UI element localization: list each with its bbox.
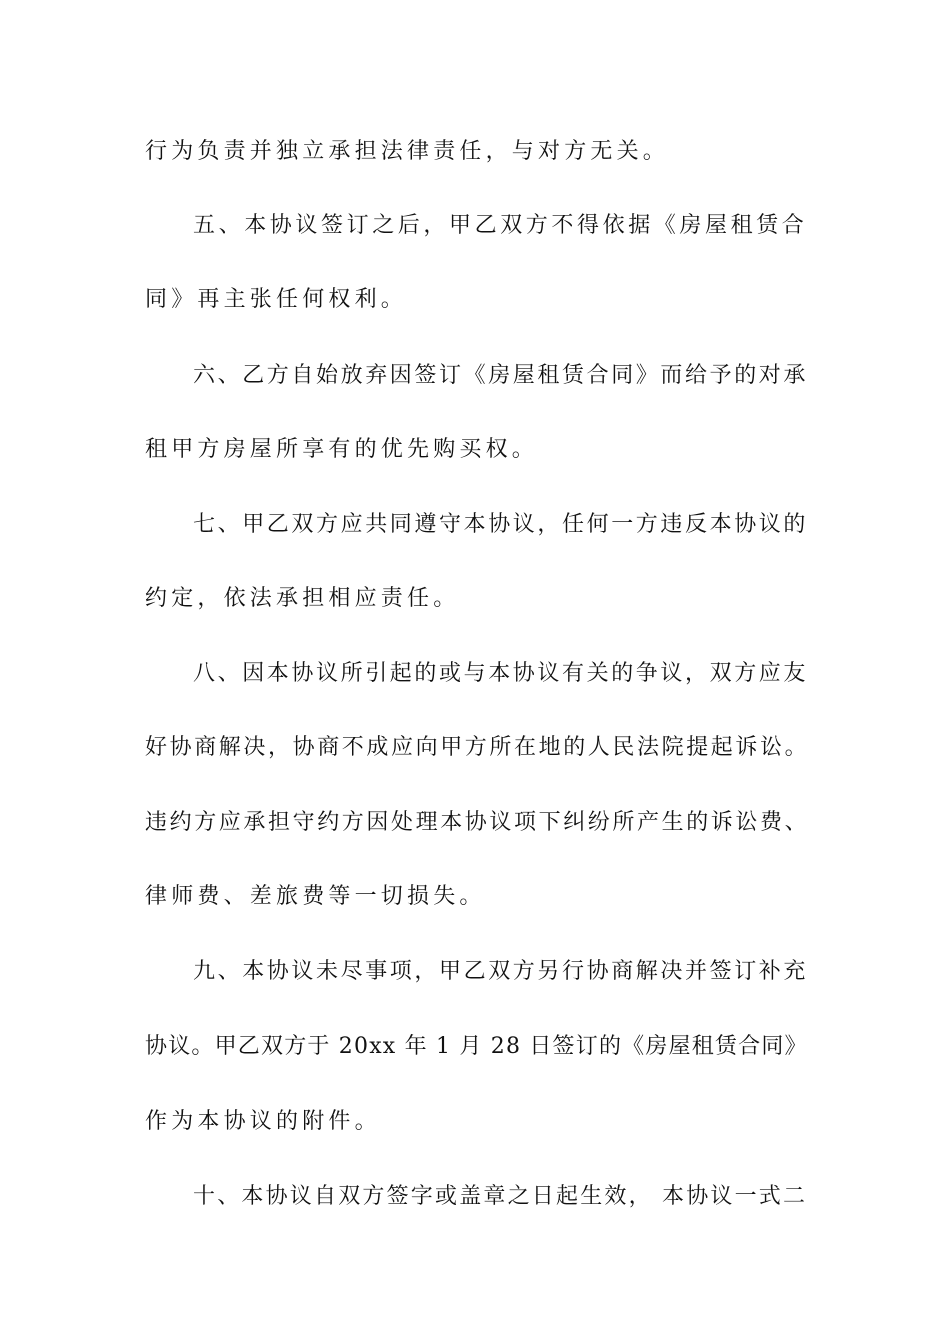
text-line: 协议。甲乙双方于 20xx 年 1 月 28 日签订的《房屋租赁合同》 [145,1034,808,1059]
text-line: 违约方应承担守约方因处理本协议项下纠纷所产生的诉讼费、 [145,810,810,835]
clause-six-line: 六、乙方自始放弃因签订《房屋租赁合同》而给予的对承 [193,363,809,388]
text-line: 作为本协议的附件。 [145,1109,381,1134]
text-line: 好协商解决，协商不成应向甲方所在地的人民法院提起诉讼。 [145,735,810,760]
text-line: 约定，依法承担相应责任。 [145,586,460,611]
text-line: 同》再主张任何权利。 [145,287,408,312]
text-line: 租甲方房屋所享有的优先购买权。 [145,437,539,462]
clause-nine-line: 九、本协议未尽事项，甲乙双方另行协商解决并签订补充 [193,959,809,984]
text-line: 律师费、差旅费等一切损失。 [145,884,486,909]
clause-five-line: 五、本协议签订之后，甲乙双方不得依据《房屋租赁合 [193,213,808,238]
text-line: 行为负责并独立承担法律责任，与对方无关。 [145,139,670,164]
clause-ten-line: 十、本协议自双方签字或盖章之日起生效， 本协议一式二 [193,1184,808,1209]
clause-eight-line: 八、因本协议所引起的或与本协议有关的争议，双方应友 [193,661,809,686]
clause-seven-line: 七、甲乙双方应共同遵守本协议，任何一方违反本协议的 [193,512,809,537]
